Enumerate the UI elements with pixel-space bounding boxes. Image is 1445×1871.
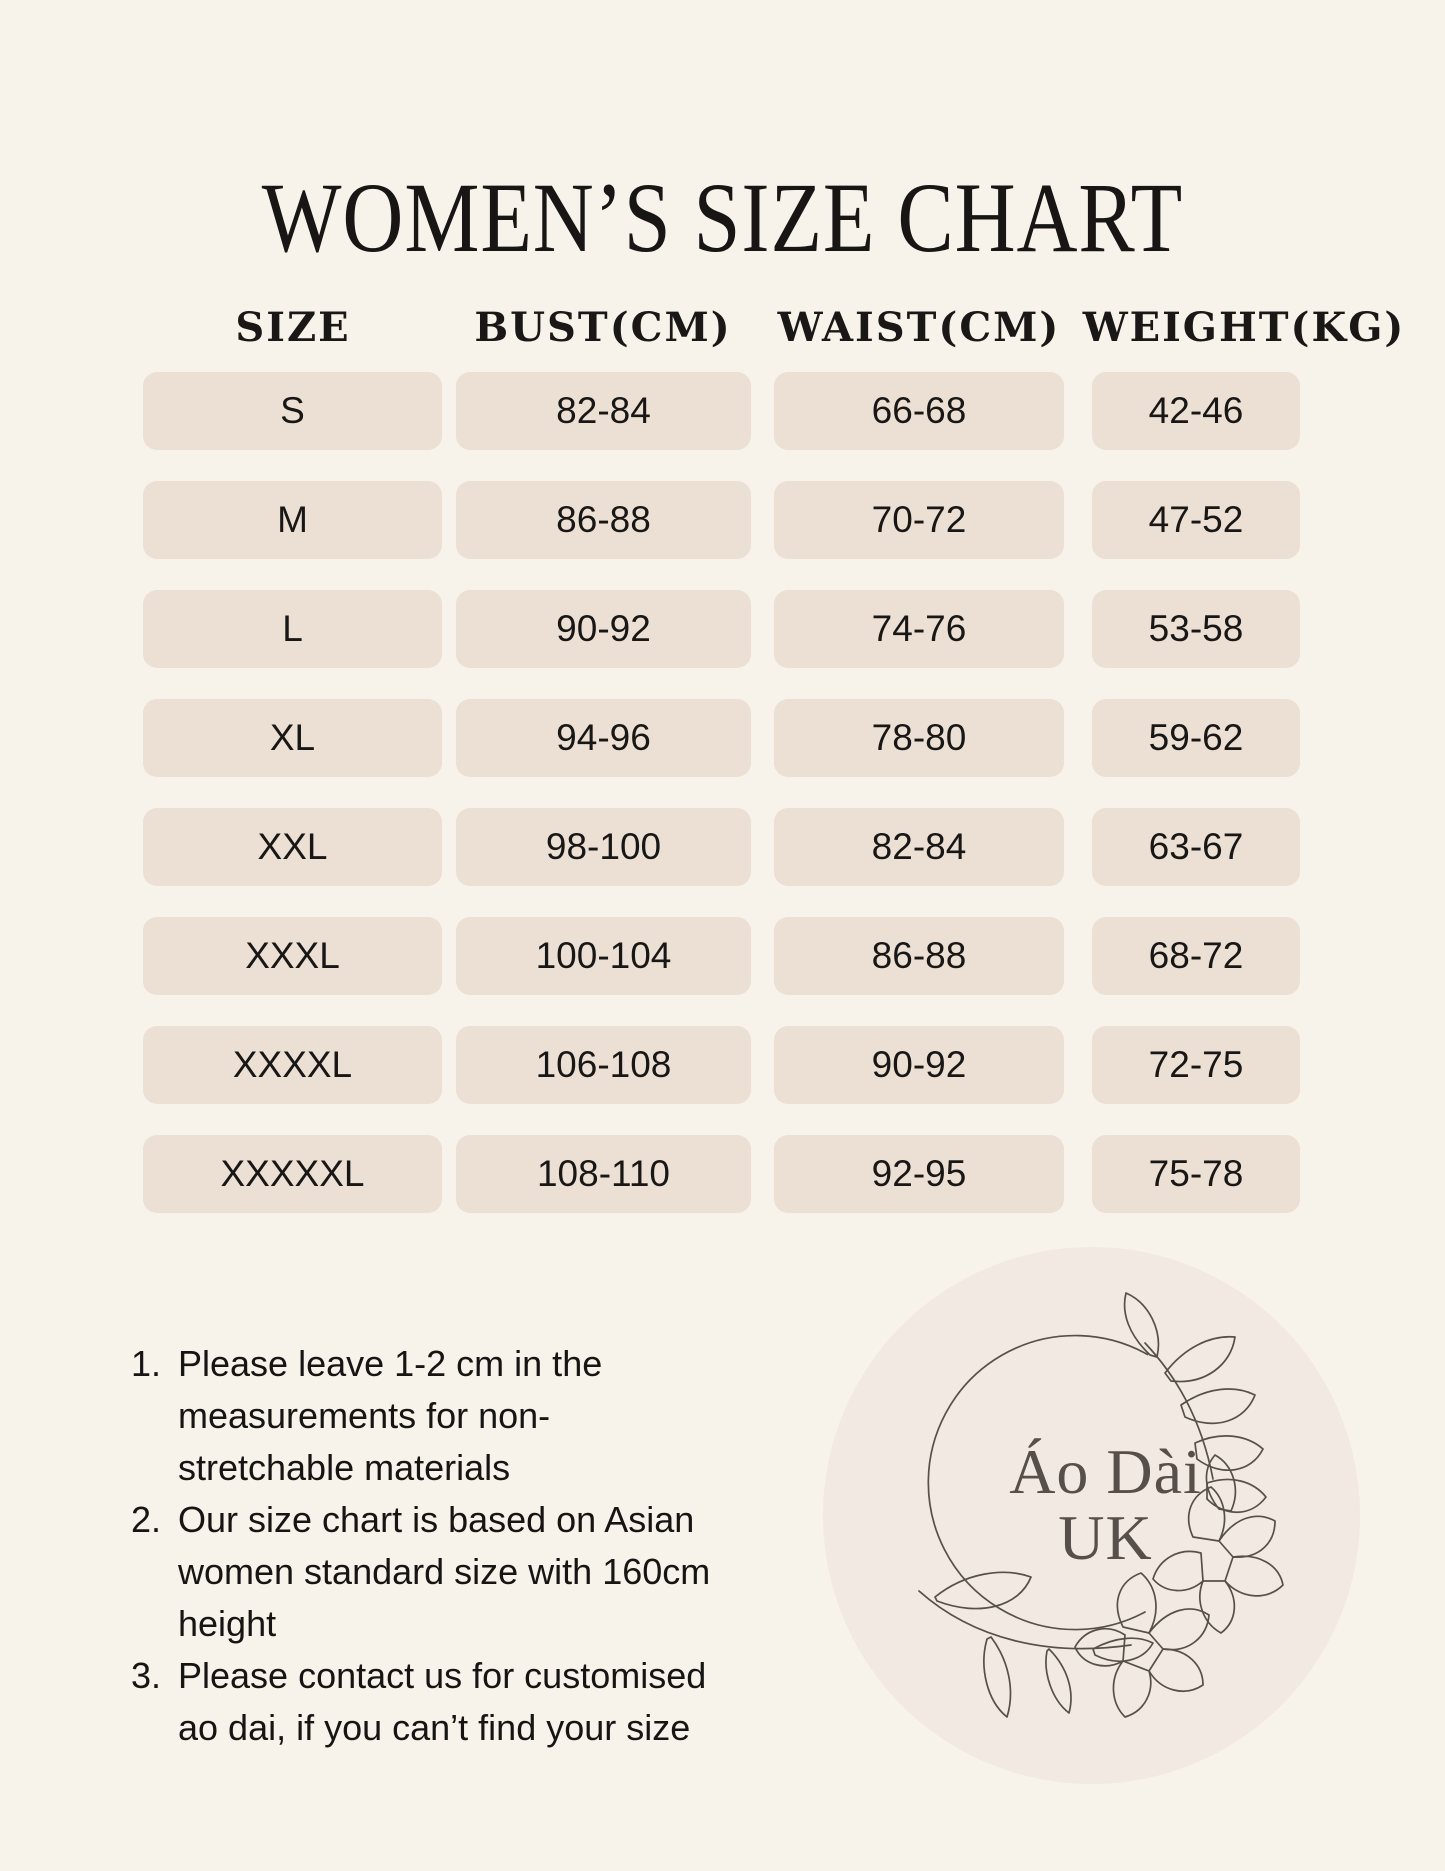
bust-cell: 108-110 (456, 1135, 751, 1213)
waist-cell: 86-88 (774, 917, 1064, 995)
bust-cell: 82-84 (456, 372, 751, 450)
bust-cell: 106-108 (456, 1026, 751, 1104)
brand-logo (823, 1247, 1360, 1784)
column-header-weight: WEIGHT(KG) (1082, 304, 1406, 351)
page-title: WOMEN’S SIZE CHART (261, 162, 1184, 274)
column-header-size: SIZE (235, 304, 351, 351)
table-row-xxl (143, 808, 1300, 886)
waist-cell: 92-95 (774, 1135, 1064, 1213)
size-cell: L (143, 590, 442, 668)
column-header-waist: WAIST(CM) (777, 304, 1061, 351)
table-row-xxxxl (143, 1026, 1300, 1104)
brand-name-line2: UK (1058, 1502, 1153, 1573)
size-cell: XXXXXL (143, 1135, 442, 1213)
waist-cell: 66-68 (774, 372, 1064, 450)
weight-cell: 72-75 (1092, 1026, 1300, 1104)
weight-cell: 53-58 (1092, 590, 1300, 668)
waist-cell: 82-84 (774, 808, 1064, 886)
size-table (143, 372, 1300, 1244)
bust-cell: 90-92 (456, 590, 751, 668)
note-item-3: Please contact us for customised ao dai, if you can’t find your size (178, 1655, 707, 1748)
weight-cell: 47-52 (1092, 481, 1300, 559)
table-row-xxxl (143, 917, 1300, 995)
note-item-2: Our size chart is based on Asian women standard size with 160cm height (178, 1499, 711, 1644)
notes-list (131, 1338, 716, 1754)
bust-cell: 98-100 (456, 808, 751, 886)
bust-cell: 100-104 (456, 917, 751, 995)
weight-cell: 42-46 (1092, 372, 1300, 450)
weight-cell: 59-62 (1092, 699, 1300, 777)
size-cell: XXXL (143, 917, 442, 995)
size-cell: S (143, 372, 442, 450)
waist-cell: 74-76 (774, 590, 1064, 668)
size-cell: XXXXL (143, 1026, 442, 1104)
size-cell: M (143, 481, 442, 559)
waist-cell: 70-72 (774, 481, 1064, 559)
weight-cell: 63-67 (1092, 808, 1300, 886)
bust-cell: 86-88 (456, 481, 751, 559)
leaf-branch-bottom-left (919, 1572, 1153, 1717)
table-row-s (143, 372, 1300, 450)
table-row-xl (143, 699, 1300, 777)
table-row-l (143, 590, 1300, 668)
note-item-1: Please leave 1-2 cm in the measurements for non-stretchable materials (178, 1343, 603, 1488)
brand-name (851, 1436, 1360, 1573)
brand-name-line1: Áo Dài (1009, 1436, 1202, 1507)
bust-cell: 94-96 (456, 699, 751, 777)
table-row-m (143, 481, 1300, 559)
column-header-bust: BUST(CM) (474, 304, 732, 351)
size-cell: XL (143, 699, 442, 777)
weight-cell: 68-72 (1092, 917, 1300, 995)
table-row-xxxxxl (143, 1135, 1300, 1213)
waist-cell: 90-92 (774, 1026, 1064, 1104)
page-title-row (0, 104, 1445, 329)
weight-cell: 75-78 (1092, 1135, 1300, 1213)
waist-cell: 78-80 (774, 699, 1064, 777)
size-cell: XXL (143, 808, 442, 886)
